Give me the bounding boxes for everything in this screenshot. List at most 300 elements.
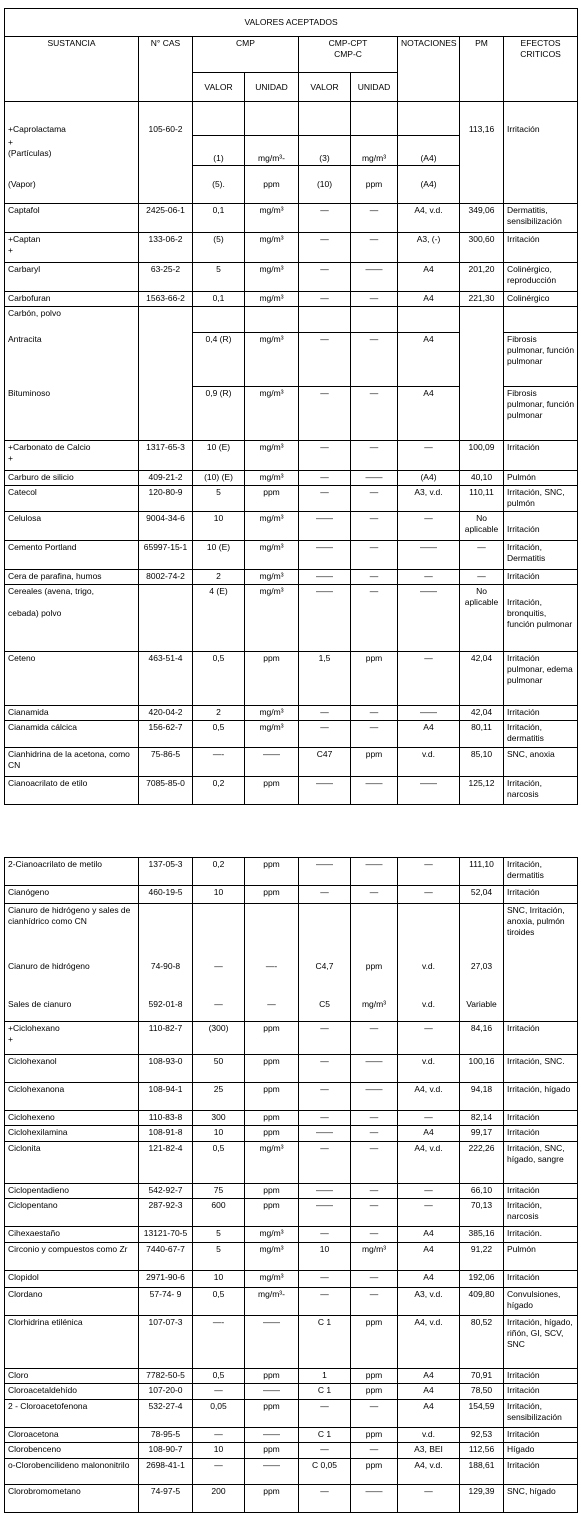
substance-name: +Carbonato de Calcio + [5, 441, 139, 471]
critical-effects: Colinérgico [504, 292, 578, 307]
substance-name: Carbaryl [5, 263, 139, 292]
notation: A4, v.d. [398, 1459, 460, 1485]
pm-value: 188,61 [460, 1459, 504, 1485]
table-row [5, 541, 578, 570]
notation: A4, v.d. [398, 204, 460, 233]
cpt-value: —— [299, 777, 351, 805]
cmp-unit: ppm [245, 886, 299, 904]
cpt-value: — [299, 886, 351, 904]
cmp-unit: mg/m³- [245, 1288, 299, 1316]
substance-name: Cloroacetona [5, 1428, 139, 1443]
notation: (A4) [398, 136, 460, 166]
cpt-unit: — [351, 1022, 398, 1055]
pm-value: No aplicable [460, 512, 504, 541]
cpt-value: C 1 [299, 1316, 351, 1369]
critical-effects: Irritación, hígado [504, 1083, 578, 1111]
substance-name: Ciclonita [5, 1142, 139, 1184]
cpt-unit: — [351, 292, 398, 307]
cas-number: 120-80-9 [139, 486, 193, 512]
notation: A4 [398, 292, 460, 307]
cmp-value: 25 [193, 1083, 245, 1111]
cas-number: 287-92-3 [139, 1199, 193, 1227]
cmp-value: 0,5 [193, 1369, 245, 1384]
notation: A4, v.d. [398, 1083, 460, 1111]
pm-value: 70,13 [460, 1199, 504, 1227]
cpt-value: — [299, 1227, 351, 1243]
cmp-value: —- [193, 1316, 245, 1369]
substance-name: Clordano [5, 1288, 139, 1316]
cpt-unit: —— [351, 1485, 398, 1513]
pm-value: 70,91 [460, 1369, 504, 1384]
critical-effects: Irritación, hígado, riñón, GI, SCV, SNC [504, 1316, 578, 1369]
pm-value: 221,30 [460, 292, 504, 307]
notation: —— [398, 541, 460, 570]
cmp-value: 200 [193, 1485, 245, 1513]
substance-name: Cloroacetaldehído [5, 1384, 139, 1400]
substance-name: Cemento Portland [5, 541, 139, 570]
substance-name: Circonio y compuestos como Zr [5, 1243, 139, 1271]
cpt-unit: — [351, 387, 398, 441]
critical-effects: Irritación, narcosis [504, 777, 578, 805]
pm-value: 125,12 [460, 777, 504, 805]
substance-name: Clorobromometano [5, 1485, 139, 1513]
cas-number: 63-25-2 [139, 263, 193, 292]
cmp-unit: —— [245, 1428, 299, 1443]
substance-name: (Vapor) [5, 166, 139, 204]
cpt-value: — [299, 1111, 351, 1126]
table-row [5, 1400, 578, 1428]
critical-effects: Irritación [504, 1369, 578, 1384]
pm-value: 66,10 [460, 1184, 504, 1199]
cmp-unit: —— [245, 1459, 299, 1485]
cas-number: 105-60-2 [139, 102, 193, 136]
cas-number: 110-83-8 [139, 1111, 193, 1126]
notation: A4 [398, 721, 460, 748]
cmp-unit: mg/m³ [245, 204, 299, 233]
pm-value: 409,80 [460, 1288, 504, 1316]
notation: — [398, 512, 460, 541]
table-row [5, 1142, 578, 1184]
cmp-unit: ppm [245, 1184, 299, 1199]
cpt-value: —— [299, 541, 351, 570]
cas-number: 65997-15-1 [139, 541, 193, 570]
cpt-value: — [299, 721, 351, 748]
substance-name: + (Partículas) [5, 136, 139, 166]
cas-number: 7085-85-0 [139, 777, 193, 805]
cmp-value: 0,5 [193, 652, 245, 706]
pm-value: 94,18 [460, 1083, 504, 1111]
substance-name: Cianhidrina de la acetona, como CN [5, 748, 139, 777]
notation: A4 [398, 1384, 460, 1400]
cmp-value: 0,4 (R) [193, 333, 245, 387]
cmp-value: (5). [193, 166, 245, 204]
cmp-unit: mg/m³ [245, 721, 299, 748]
substance-name: Ceteno [5, 652, 139, 706]
cas-number: 9004-34-6 [139, 512, 193, 541]
pm-value: Variable [460, 988, 504, 1022]
pm-value: 100,09 [460, 441, 504, 471]
cpt-unit: — [351, 1443, 398, 1459]
pm-value: 100,16 [460, 1055, 504, 1083]
notation: A4 [398, 1126, 460, 1142]
table-row [5, 1443, 578, 1459]
substance-name: Cianuro de hidrógeno [5, 960, 139, 988]
header-valor: VALOR [299, 73, 351, 102]
cas-number: 2425-06-1 [139, 204, 193, 233]
notation: v.d. [398, 748, 460, 777]
cpt-value: — [299, 441, 351, 471]
header-cmp-cpt: CMP-CPT CMP-C [299, 37, 398, 73]
table-row [5, 652, 578, 706]
cas-number: 110-82-7 [139, 1022, 193, 1055]
cmp-unit: —— [245, 748, 299, 777]
cas-number: 8002-74-2 [139, 570, 193, 585]
cmp-value: 10 (E) [193, 541, 245, 570]
cpt-unit: — [351, 886, 398, 904]
substance-name: Cianamida cálcica [5, 721, 139, 748]
cpt-value: —— [299, 585, 351, 652]
critical-effects: Irritación [504, 441, 578, 471]
cpt-value: —— [299, 1199, 351, 1227]
cpt-unit: ppm [351, 1316, 398, 1369]
cpt-unit: — [351, 1184, 398, 1199]
pm-value: 385,16 [460, 1227, 504, 1243]
cmp-unit: ppm [245, 1083, 299, 1111]
header-notaciones: NOTACIONES [398, 37, 460, 102]
cmp-unit: —— [245, 1316, 299, 1369]
cas-number: 7782-50-5 [139, 1369, 193, 1384]
cmp-value: 10 (E) [193, 441, 245, 471]
cmp-value: (10) (E) [193, 471, 245, 486]
cmp-unit: ppm [245, 777, 299, 805]
substance-name: +Caprolactama [5, 102, 139, 136]
cpt-unit: — [351, 333, 398, 387]
cpt-unit: — [351, 1142, 398, 1184]
cpt-value: —— [299, 1126, 351, 1142]
notation: A4 [398, 1271, 460, 1288]
critical-effects: Irritación, bronquitis, función pulmonar [504, 585, 578, 652]
cpt-value: (3) [299, 136, 351, 166]
critical-effects: Irritación [504, 512, 578, 541]
notation: —— [398, 585, 460, 652]
notation: — [398, 1485, 460, 1513]
table-row [5, 292, 578, 307]
critical-effects: Irritación [504, 1184, 578, 1199]
substance-name: Cianoacrilato de etilo [5, 777, 139, 805]
critical-effects: Irritación [504, 1384, 578, 1400]
cpt-value: C47 [299, 748, 351, 777]
substance-name: Clopidol [5, 1271, 139, 1288]
cmp-value: — [193, 960, 245, 988]
table-row [5, 1243, 578, 1271]
cmp-value: 0,1 [193, 292, 245, 307]
pm-value: No aplicable [460, 585, 504, 652]
header-valor: VALOR [193, 73, 245, 102]
cmp-value: 10 [193, 512, 245, 541]
substance-name: 2 - Cloroacetofenona [5, 1400, 139, 1428]
cmp-unit: ppm [245, 166, 299, 204]
cmp-value: 0,9 (R) [193, 387, 245, 441]
substance-name: Sales de cianuro [5, 988, 139, 1022]
critical-effects: Irritación [504, 233, 578, 263]
notation: A4 [398, 1243, 460, 1271]
substance-name: Bituminoso [5, 387, 139, 441]
cpt-value: 1 [299, 1369, 351, 1384]
notation: (A4) [398, 166, 460, 204]
cmp-value: — [193, 1428, 245, 1443]
critical-effects: Irritación [504, 102, 578, 136]
pm-value: 112,56 [460, 1443, 504, 1459]
cpt-unit: ppm [351, 1369, 398, 1384]
table-row [5, 748, 578, 777]
cas-number: 107-07-3 [139, 1316, 193, 1369]
notation: — [398, 1199, 460, 1227]
cmp-value: (300) [193, 1022, 245, 1055]
cpt-unit: —— [351, 1083, 398, 1111]
table-row [5, 512, 578, 541]
cmp-value: 0,2 [193, 777, 245, 805]
cmp-unit: — [245, 988, 299, 1022]
critical-effects: Fibrosis pulmonar, función pulmonar [504, 387, 578, 441]
header-unidad: UNIDAD [351, 73, 398, 102]
critical-effects: Irritación, dermatitis [504, 721, 578, 748]
table-row [5, 886, 578, 904]
cpt-unit: mg/m³ [351, 136, 398, 166]
cmp-unit: ppm [245, 1369, 299, 1384]
notation: —— [398, 777, 460, 805]
table-row [5, 1184, 578, 1199]
cas-number: 108-91-8 [139, 1126, 193, 1142]
pm-value: — [460, 541, 504, 570]
notation: A4, v.d. [398, 1316, 460, 1369]
cpt-unit: — [351, 1126, 398, 1142]
cmp-value: (5) [193, 233, 245, 263]
cmp-unit: mg/m³ [245, 585, 299, 652]
cmp-unit: ppm [245, 1055, 299, 1083]
cas-number: 108-90-7 [139, 1443, 193, 1459]
cmp-value: — [193, 1384, 245, 1400]
cmp-unit: mg/m³ [245, 263, 299, 292]
cas-number: 108-94-1 [139, 1083, 193, 1111]
cas-number: 74-97-5 [139, 1485, 193, 1513]
table-row [5, 1111, 578, 1126]
cmp-value: 10 [193, 1271, 245, 1288]
cmp-value: —- [193, 748, 245, 777]
critical-effects: Irritación [504, 1126, 578, 1142]
cas-number: 75-86-5 [139, 748, 193, 777]
pm-value: 42,04 [460, 652, 504, 706]
substance-name: Cihexaestaño [5, 1227, 139, 1243]
cmp-unit: ppm [245, 1400, 299, 1428]
table-row [5, 721, 578, 748]
critical-effects: Irritación [504, 1428, 578, 1443]
cmp-unit: ppm [245, 1199, 299, 1227]
substance-name: Ciclohexilamina [5, 1126, 139, 1142]
cpt-value: — [299, 1485, 351, 1513]
cmp-unit: mg/m³ [245, 1227, 299, 1243]
pm-value: 40,10 [460, 471, 504, 486]
cmp-unit: mg/m³ [245, 1142, 299, 1184]
cpt-value: C5 [299, 988, 351, 1022]
table-row [5, 1459, 578, 1485]
table-row [5, 858, 578, 886]
cas-number: 460-19-5 [139, 886, 193, 904]
critical-effects: Irritación, dermatitis [504, 858, 578, 886]
critical-effects: Irritación, SNC, hígado, sangre [504, 1142, 578, 1184]
cmp-value: 0,05 [193, 1400, 245, 1428]
cpt-value: — [299, 333, 351, 387]
notation: A3, (-) [398, 233, 460, 263]
critical-effects: Irritación [504, 1111, 578, 1126]
table-row [5, 777, 578, 805]
cmp-value: 10 [193, 1443, 245, 1459]
cpt-unit: mg/m³ [351, 988, 398, 1022]
notation: A3, v.d. [398, 1288, 460, 1316]
table-row [5, 570, 578, 585]
cas-number: 74-90-8 [139, 960, 193, 988]
cmp-unit: —- [245, 960, 299, 988]
cas-number: 1317-65-3 [139, 441, 193, 471]
table-row [5, 486, 578, 512]
cpt-value: C 1 [299, 1428, 351, 1443]
table-row [5, 471, 578, 486]
pm-value: 80,52 [460, 1316, 504, 1369]
cmp-value: 600 [193, 1199, 245, 1227]
cas-number: 542-92-7 [139, 1184, 193, 1199]
cpt-value: — [299, 706, 351, 721]
pm-value: 42,04 [460, 706, 504, 721]
cas-number: 107-20-0 [139, 1384, 193, 1400]
table-row [5, 1428, 578, 1443]
cmp-value: 5 [193, 263, 245, 292]
pm-value: — [460, 570, 504, 585]
cpt-value: C 0,05 [299, 1459, 351, 1485]
cas-number: 57-74- 9 [139, 1288, 193, 1316]
cpt-unit: — [351, 1199, 398, 1227]
cpt-value: (10) [299, 166, 351, 204]
cas-number: 13121-70-5 [139, 1227, 193, 1243]
table-row [5, 1288, 578, 1316]
pm-value: 91,22 [460, 1243, 504, 1271]
cmp-unit: mg/m³ [245, 441, 299, 471]
cas-number: 2698-41-1 [139, 1459, 193, 1485]
valores-aceptados-table [4, 8, 578, 805]
pm-value: 85,10 [460, 748, 504, 777]
cmp-unit: —— [245, 1384, 299, 1400]
notation: A4, v.d. [398, 1142, 460, 1184]
cmp-unit: mg/m³ [245, 333, 299, 387]
cmp-value: 0,1 [193, 204, 245, 233]
header-cmp: CMP [193, 37, 299, 73]
cmp-unit: ppm [245, 1022, 299, 1055]
cmp-unit: ppm [245, 1443, 299, 1459]
table-row [5, 1022, 578, 1055]
cpt-value: C4,7 [299, 960, 351, 988]
cpt-unit: ppm [351, 1384, 398, 1400]
cpt-value: — [299, 292, 351, 307]
cmp-unit: mg/m³ [245, 1271, 299, 1288]
critical-effects: Pulmón [504, 471, 578, 486]
cpt-unit: — [351, 706, 398, 721]
cpt-unit: — [351, 1111, 398, 1126]
cmp-value: — [193, 1459, 245, 1485]
cpt-unit: — [351, 486, 398, 512]
table-row [5, 1384, 578, 1400]
cmp-unit: ppm [245, 1111, 299, 1126]
header-efectos: EFECTOS CRITICOS [504, 37, 578, 102]
substance-name: Antracita [5, 333, 139, 387]
cas-number: 1563-66-2 [139, 292, 193, 307]
cpt-unit: ppm [351, 166, 398, 204]
notation: — [398, 570, 460, 585]
cpt-value: — [299, 1055, 351, 1083]
cas-number: 463-51-4 [139, 652, 193, 706]
cpt-value: —— [299, 1184, 351, 1199]
cmp-value: 0,5 [193, 721, 245, 748]
critical-effects: Irritación [504, 1271, 578, 1288]
cmp-value: 50 [193, 1055, 245, 1083]
substance-name: Clorhidrina etilénica [5, 1316, 139, 1369]
cas-number: 532-27-4 [139, 1400, 193, 1428]
substance-name: Carbofuran [5, 292, 139, 307]
notation: — [398, 441, 460, 471]
critical-effects: SNC, Irritación, anoxia, pulmón tiroides [504, 904, 578, 1022]
cpt-unit: —— [351, 777, 398, 805]
cpt-unit: — [351, 721, 398, 748]
pm-value: 111,10 [460, 858, 504, 886]
pm-value: 92,53 [460, 1428, 504, 1443]
critical-effects: Irritación [504, 1459, 578, 1485]
critical-effects: Irritación. [504, 1227, 578, 1243]
critical-effects: Irritación [504, 570, 578, 585]
critical-effects: SNC, anoxia [504, 748, 578, 777]
cmp-value: 300 [193, 1111, 245, 1126]
table-row [5, 1126, 578, 1142]
cpt-unit: — [351, 570, 398, 585]
cpt-unit: — [351, 1288, 398, 1316]
notation: A3, BEI [398, 1443, 460, 1459]
critical-effects: Irritación, sensibilización [504, 1400, 578, 1428]
pm-value: 300,60 [460, 233, 504, 263]
cmp-value: 0,2 [193, 858, 245, 886]
critical-effects: Irritación, SNC, pulmón [504, 486, 578, 512]
substance-name: Carburo de silicio [5, 471, 139, 486]
pm-value: 27,03 [460, 960, 504, 988]
notation: A4 [398, 1369, 460, 1384]
substance-name: Ciclohexanol [5, 1055, 139, 1083]
cmp-value: 5 [193, 1227, 245, 1243]
pm-value: 222,26 [460, 1142, 504, 1184]
substance-name: Ciclopentano [5, 1199, 139, 1227]
cas-number: 156-62-7 [139, 721, 193, 748]
cpt-unit: ppm [351, 652, 398, 706]
cpt-unit: —— [351, 471, 398, 486]
pm-value: 99,17 [460, 1126, 504, 1142]
cpt-unit: mg/m³ [351, 1243, 398, 1271]
cmp-value: 4 (E) [193, 585, 245, 652]
critical-effects: Irritación pulmonar, edema pulmonar [504, 652, 578, 706]
substance-name: +Ciclohexano + [5, 1022, 139, 1055]
pm-value: 110,11 [460, 486, 504, 512]
notation: — [398, 1111, 460, 1126]
table-row [5, 204, 578, 233]
substance-name: Cereales (avena, trigo, cebada) polvo [5, 585, 139, 652]
cmp-value: 10 [193, 886, 245, 904]
notation: — [398, 1022, 460, 1055]
substance-name: Celulosa [5, 512, 139, 541]
critical-effects: Irritación, Dermatitis [504, 541, 578, 570]
substance-name: Captafol [5, 204, 139, 233]
